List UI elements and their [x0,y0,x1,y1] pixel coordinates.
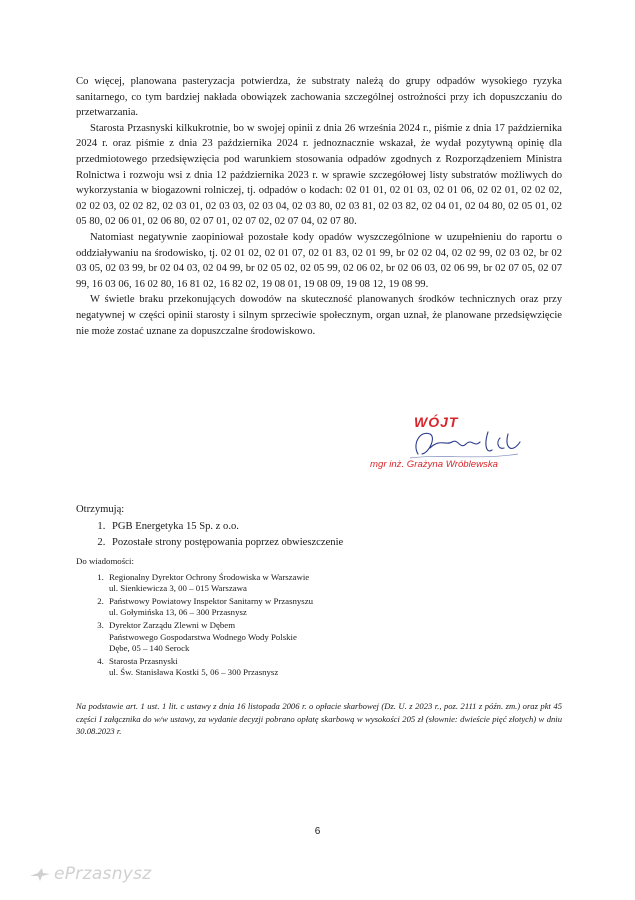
notice-recipient-address: Państwowego Gospodarstwa Wodnego Wody Polskie [109,631,297,642]
list-item [106,656,556,679]
list-item [106,620,556,655]
decision-body-text [76,74,562,339]
paragraph-starosta-opinion: Starosta Przasnyski kilkukrotnie, bo w swojej opinii z dnia 26 września 2024 r., piśmie z dnia 17 października 2024 r. oraz piśmie z dnia 23 października 2024 r. jednoznacznie wskazał, że wydał pozytywną opinię dla przedmiotowego przedsięwzięcia pod warunkiem stosowania odpadów zgodnych z Rozporządzeniem Ministra Rolnictwa i rozwoju wsi z dnia 12 października 2023 r. w sprawie szczegółowej listy substratów możliwych do wykorzystania w biogazowni rolniczej, tj. odpadów o kodach: 02 01 01, 02 01 03, 02 01 06, 02 02 01, 02 02 02, 02 02 03, 02 02 82, 02 03 01, 02 03 03, 02 03 04, 02 03 80, 02 03 81, 02 03 82, 02 04 01, 02 04 80, 02 05 01, 02 05 80, 02 06 01, 02 06 80, 02 07 01, 02 07 02, 02 07 04, 02 07 80. [76,122,562,228]
bird-icon [28,864,52,884]
notice-recipient-name: 2. Państwowy Powiatowy Inspektor Sanitarny w Przasnyszu [109,595,314,606]
notice-recipient-address: Dębe, 05 – 140 Serock [109,643,190,654]
handwritten-signature [400,424,540,464]
notice-section [76,556,556,680]
list-item: 1. PGB Energetyka 15 Sp. z o.o. [108,519,556,534]
notice-heading: Do wiadomości: [76,556,134,566]
notice-recipient-address: ul. Sienkiewicza 3, 00 – 015 Warszawa [109,583,247,594]
notice-recipient-name: 1. Regionalny Dyrektor Ochrony Środowiska w Warszawie [109,571,310,582]
paragraph-conclusion: W świetle braku przekonujących dowodów na skuteczność planowanych środków technicznych oraz przy negatywnej w części opinii starosty i silnym sprzeciwie społecznym, organ uznał, że planowane przedsięwzięcie nie może zostać uznane za dopuszczalne środowiskowo. [76,294,562,337]
notice-recipient-address: ul. Św. Stanisława Kostki 5, 06 – 300 Przasnysz [109,667,279,678]
stamp-duty-footnote: Na podstawie art. 1 ust. 1 lit. c ustawy z dnia 16 listopada 2006 r. o opłacie skarbowej (Dz. U. z 2023 r., poz. 2111 z późn. zm.) oraz pkt 45 części I załącznika do w/w ustawy, za wydanie decyzji pobrano opłatę skarbową w wysokości 205 zł (słownie: dwieście pięć złotych) w dniu 30.08.2023 r. [76,701,562,737]
page-number: 6 [314,826,321,837]
notice-recipient-address: ul. Gołymińska 13, 06 – 300 Przasnysz [109,607,247,618]
watermark-text: ePrzasnysz [54,864,152,884]
notice-recipient-name: 4. Starosta Przasnyski [109,655,178,666]
signature-title: WÓJT [414,414,459,430]
paragraph-negative-codes: Natomiast negatywnie zaopiniował pozostałe kody opadów wyszczególnione w uzupełnieniu do raportu o oddziaływaniu na środowisko, tj. 02 01 02, 02 01 07, 02 01 83, 02 01 99, br 02 02 04, 02 02 99, 02 03 02, br 02 03 05, 02 03 99, br 02 04 03, 02 04 99, br 02 05 02, 02 05 99, 02 06 02, br 02 06 03, 02 06 99, br 02 07 05, 02 07 99, 16 03 06, 16 02 80, 16 81 02, 16 82 02, 19 08 01, 19 08 09, 19 08 12, 19 08 99. [76,231,562,290]
list-item: 2. Pozostałe strony postępowania poprzez obwieszczenie [108,535,556,550]
list-item [106,572,556,595]
paragraph-continuation: Co więcej, planowana pasteryzacja potwierdza, że substraty należą do grupy odpadów wysokiego ryzyka sanitarnego, co tym bardziej nakłada obowiązek zachowania szczególnej ostrożności przy ich dopuszczaniu do przetwarzania. [76,76,562,119]
notice-recipient-name: 3. Dyrektor Zarządu Zlewni w Dębem [109,619,236,630]
notice-list [76,572,556,679]
recipients-section [76,502,556,550]
recipients-heading: Otrzymują: [76,504,125,515]
list-item [106,596,556,619]
signatory-name: mgr inż. Grażyna Wróblewska [370,459,498,470]
signature-stamp [360,414,540,480]
site-watermark [28,860,152,888]
recipients-list [76,519,556,550]
